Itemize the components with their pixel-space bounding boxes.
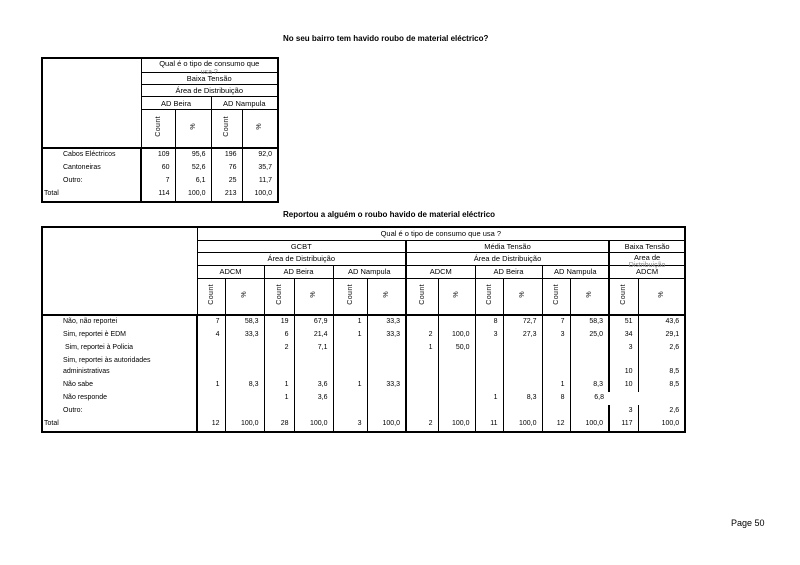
percent-column-header: % [242, 110, 278, 148]
percent-column-header: % [438, 278, 475, 315]
count-cell: 1 [333, 379, 367, 392]
percent-cell: 3,6 [294, 392, 333, 405]
percent-cell: 35,7 [242, 162, 278, 175]
row-label: Sim, reportei à Policia [42, 342, 197, 355]
percent-cell [225, 355, 264, 379]
count-cell: 3 [609, 342, 638, 355]
count-cell: 6 [264, 329, 294, 342]
count-cell [542, 355, 570, 379]
percent-cell: 100,0 [503, 418, 542, 432]
percent-cell: 11,7 [242, 175, 278, 188]
percent-cell: 92,0 [242, 148, 278, 162]
percent-cell [570, 355, 609, 379]
table-row [42, 329, 685, 342]
count-column-header: Count [475, 278, 503, 315]
row-label: Outro: [42, 175, 141, 188]
question-header-row [42, 227, 685, 240]
count-column-header: Count [542, 278, 570, 315]
question-clipped-text: usa ? [200, 69, 218, 76]
percent-cell [438, 355, 475, 379]
count-column-header: Count [197, 278, 225, 315]
percent-cell: 2,6 [638, 405, 685, 418]
count-cell [264, 405, 294, 418]
theft-type-table [41, 57, 279, 203]
percent-cell: 100,0 [294, 418, 333, 432]
count-column-header: Count [406, 278, 438, 315]
count-cell: 8 [475, 315, 503, 329]
percent-cell: 100,0 [570, 418, 609, 432]
row-label: Total [42, 188, 141, 202]
area-text: Area de [633, 252, 661, 262]
table1-title: No seu bairro tem havido roubo de material eléctrico? [283, 34, 489, 43]
count-cell [197, 392, 225, 405]
count-column-header: Count [264, 278, 294, 315]
question-header-row [42, 58, 278, 73]
count-column-header: Count [141, 110, 175, 148]
ad-column-header: AD Beira [264, 265, 333, 278]
row-label: Não responde [42, 392, 197, 405]
count-cell: 196 [211, 148, 242, 162]
count-cell: 19 [264, 315, 294, 329]
count-cell: 10 [609, 379, 638, 392]
question-header-cell [141, 58, 278, 76]
percent-cell: 29,1 [638, 329, 685, 342]
count-cell [406, 405, 438, 418]
row-label: Não sabe [42, 379, 197, 392]
count-cell: 12 [542, 418, 570, 432]
percent-cell: 8,5 [638, 379, 685, 392]
count-cell: 2 [264, 342, 294, 355]
count-cell [475, 379, 503, 392]
count-cell [197, 405, 225, 418]
percent-cell: 52,6 [175, 162, 211, 175]
percent-cell: 50,0 [438, 342, 475, 355]
percent-cell [570, 342, 609, 355]
percent-column-header: % [367, 278, 406, 315]
percent-cell: 21,4 [294, 329, 333, 342]
count-cell [542, 405, 570, 418]
count-cell: 8 [542, 392, 570, 405]
count-cell [406, 379, 438, 392]
count-cell: 117 [609, 418, 638, 432]
table-row [42, 175, 278, 188]
row-label: Cabos Eléctricos [42, 148, 141, 162]
percent-cell: 72,7 [503, 315, 542, 329]
percent-column-header: % [570, 278, 609, 315]
count-cell: 10 [609, 355, 638, 379]
percent-cell: 27,3 [503, 329, 542, 342]
count-cell [333, 405, 367, 418]
percent-cell [367, 355, 406, 379]
group-header-cell: GCBT [197, 240, 406, 252]
count-cell [475, 405, 503, 418]
percent-cell: 33,3 [225, 329, 264, 342]
count-cell [406, 355, 438, 379]
count-cell: 3 [542, 329, 570, 342]
question-header-cell: Qual é o tipo de consumo que usa ? [197, 227, 685, 240]
count-cell: 1 [542, 379, 570, 392]
count-cell [197, 342, 225, 355]
percent-cell: 100,0 [175, 188, 211, 202]
percent-cell: 33,3 [367, 379, 406, 392]
group-header-cell: Baixa Tensão [141, 73, 278, 85]
percent-cell: 25,0 [570, 329, 609, 342]
question-text: Qual é o tipo de consumo que [159, 59, 260, 68]
area-header-cell [609, 252, 685, 269]
table-row [42, 162, 278, 175]
percent-cell: 100,0 [438, 418, 475, 432]
table-row [42, 355, 685, 379]
percent-cell: 100,0 [242, 188, 278, 202]
count-cell: 60 [141, 162, 175, 175]
percent-cell: 95,6 [175, 148, 211, 162]
percent-cell [225, 405, 264, 418]
corner-cell [42, 227, 197, 315]
count-cell: 2 [406, 329, 438, 342]
row-label: Total [42, 418, 197, 432]
table-total-row [42, 418, 685, 432]
corner-cell [42, 58, 141, 148]
percent-cell [294, 405, 333, 418]
count-column-header: Count [333, 278, 367, 315]
count-cell: 114 [141, 188, 175, 202]
percent-cell [438, 315, 475, 329]
percent-cell: 100,0 [438, 329, 475, 342]
percent-cell: 8,3 [225, 379, 264, 392]
percent-cell: 100,0 [367, 418, 406, 432]
row-label: Sim, reportei às autoridades administrativas [42, 355, 197, 379]
percent-cell: 7,1 [294, 342, 333, 355]
percent-cell: 8,3 [503, 392, 542, 405]
count-cell: 7 [141, 175, 175, 188]
ad-column-header: ADCM [406, 265, 475, 278]
count-cell [542, 342, 570, 355]
count-cell: 28 [264, 418, 294, 432]
percent-cell: 2,6 [638, 342, 685, 355]
count-cell [264, 355, 294, 379]
count-cell: 7 [197, 315, 225, 329]
percent-cell [225, 342, 264, 355]
count-cell [406, 315, 438, 329]
theft-report-table-grid [41, 226, 686, 433]
count-column-header: Count [211, 110, 242, 148]
count-cell: 25 [211, 175, 242, 188]
percent-cell: 8,3 [570, 379, 609, 392]
table-row [42, 342, 685, 355]
count-cell: 213 [211, 188, 242, 202]
percent-cell: 6,1 [175, 175, 211, 188]
count-cell: 11 [475, 418, 503, 432]
percent-cell: 6,8 [570, 392, 609, 405]
percent-column-header: % [503, 278, 542, 315]
row-label: Não, não reportei [42, 315, 197, 329]
percent-cell [570, 405, 609, 418]
percent-cell: 33,3 [367, 315, 406, 329]
percent-cell [438, 392, 475, 405]
percent-cell: 33,3 [367, 329, 406, 342]
count-cell: 1 [475, 392, 503, 405]
ad-column-header: AD Beira [141, 97, 211, 110]
theft-report-table [41, 226, 686, 433]
percent-cell [367, 392, 406, 405]
percent-cell [503, 342, 542, 355]
percent-cell [367, 342, 406, 355]
count-cell: 34 [609, 329, 638, 342]
percent-cell: 8,5 [638, 355, 685, 379]
area-clipped-text: Distribuição [628, 261, 666, 269]
count-column-header: Count [609, 278, 638, 315]
ad-column-header: AD Nampula [333, 265, 406, 278]
count-cell: 1 [264, 379, 294, 392]
count-cell: 1 [406, 342, 438, 355]
row-label: Cantoneiras [42, 162, 141, 175]
count-cell: 12 [197, 418, 225, 432]
count-cell [475, 342, 503, 355]
row-label: Sim, reportei è EDM [42, 329, 197, 342]
count-cell: 2 [406, 418, 438, 432]
count-cell: 1 [264, 392, 294, 405]
count-cell: 1 [333, 315, 367, 329]
percent-cell [367, 405, 406, 418]
table-total-row [42, 188, 278, 202]
count-cell: 7 [542, 315, 570, 329]
count-cell [333, 342, 367, 355]
theft-type-table-grid [41, 57, 279, 203]
count-cell: 76 [211, 162, 242, 175]
area-header-cell: Área de Distribuição [406, 252, 609, 265]
count-cell [406, 392, 438, 405]
count-cell: 3 [475, 329, 503, 342]
area-header-cell: Área de Distribuição [141, 85, 278, 97]
percent-cell [503, 405, 542, 418]
percent-cell: 58,3 [570, 315, 609, 329]
count-cell: 51 [609, 315, 638, 329]
table-row [42, 379, 685, 392]
count-cell [475, 355, 503, 379]
percent-column-header: % [175, 110, 211, 148]
count-cell: 4 [197, 329, 225, 342]
row-label: Outro: [42, 405, 197, 418]
percent-cell [438, 405, 475, 418]
percent-cell: 100,0 [638, 418, 685, 432]
percent-cell: 67,9 [294, 315, 333, 329]
ad-column-header: AD Beira [475, 265, 542, 278]
ad-column-header: ADCM [197, 265, 264, 278]
table-row [42, 392, 685, 405]
count-cell: 109 [141, 148, 175, 162]
ad-column-header: AD Nampula [542, 265, 609, 278]
table-row [42, 405, 685, 418]
percent-cell: 58,3 [225, 315, 264, 329]
percent-cell [294, 355, 333, 379]
percent-cell [225, 392, 264, 405]
percent-cell: 43,6 [638, 315, 685, 329]
count-cell [333, 392, 367, 405]
table2-title: Reportou a alguém o roubo havido de material eléctrico [283, 210, 496, 219]
percent-column-header: % [225, 278, 264, 315]
percent-cell: 3,6 [294, 379, 333, 392]
ad-column-header: ADCM [609, 265, 685, 278]
group-header-cell: Média Tensão [406, 240, 609, 252]
table-row [42, 315, 685, 329]
count-cell: 3 [609, 405, 638, 418]
percent-cell: 100,0 [225, 418, 264, 432]
percent-column-header: % [638, 278, 685, 315]
count-cell: 3 [333, 418, 367, 432]
percent-cell [438, 379, 475, 392]
ad-column-header: AD Nampula [211, 97, 278, 110]
count-cell [197, 355, 225, 379]
count-cell [333, 355, 367, 379]
table-row [42, 148, 278, 162]
percent-cell [503, 355, 542, 379]
page-number: Page 50 [731, 518, 765, 528]
percent-column-header: % [294, 278, 333, 315]
count-cell: 1 [333, 329, 367, 342]
group-header-cell: Baixa Tensão [609, 240, 685, 252]
area-header-cell: Área de Distribuição [197, 252, 406, 265]
percent-cell [503, 379, 542, 392]
count-cell: 1 [197, 379, 225, 392]
